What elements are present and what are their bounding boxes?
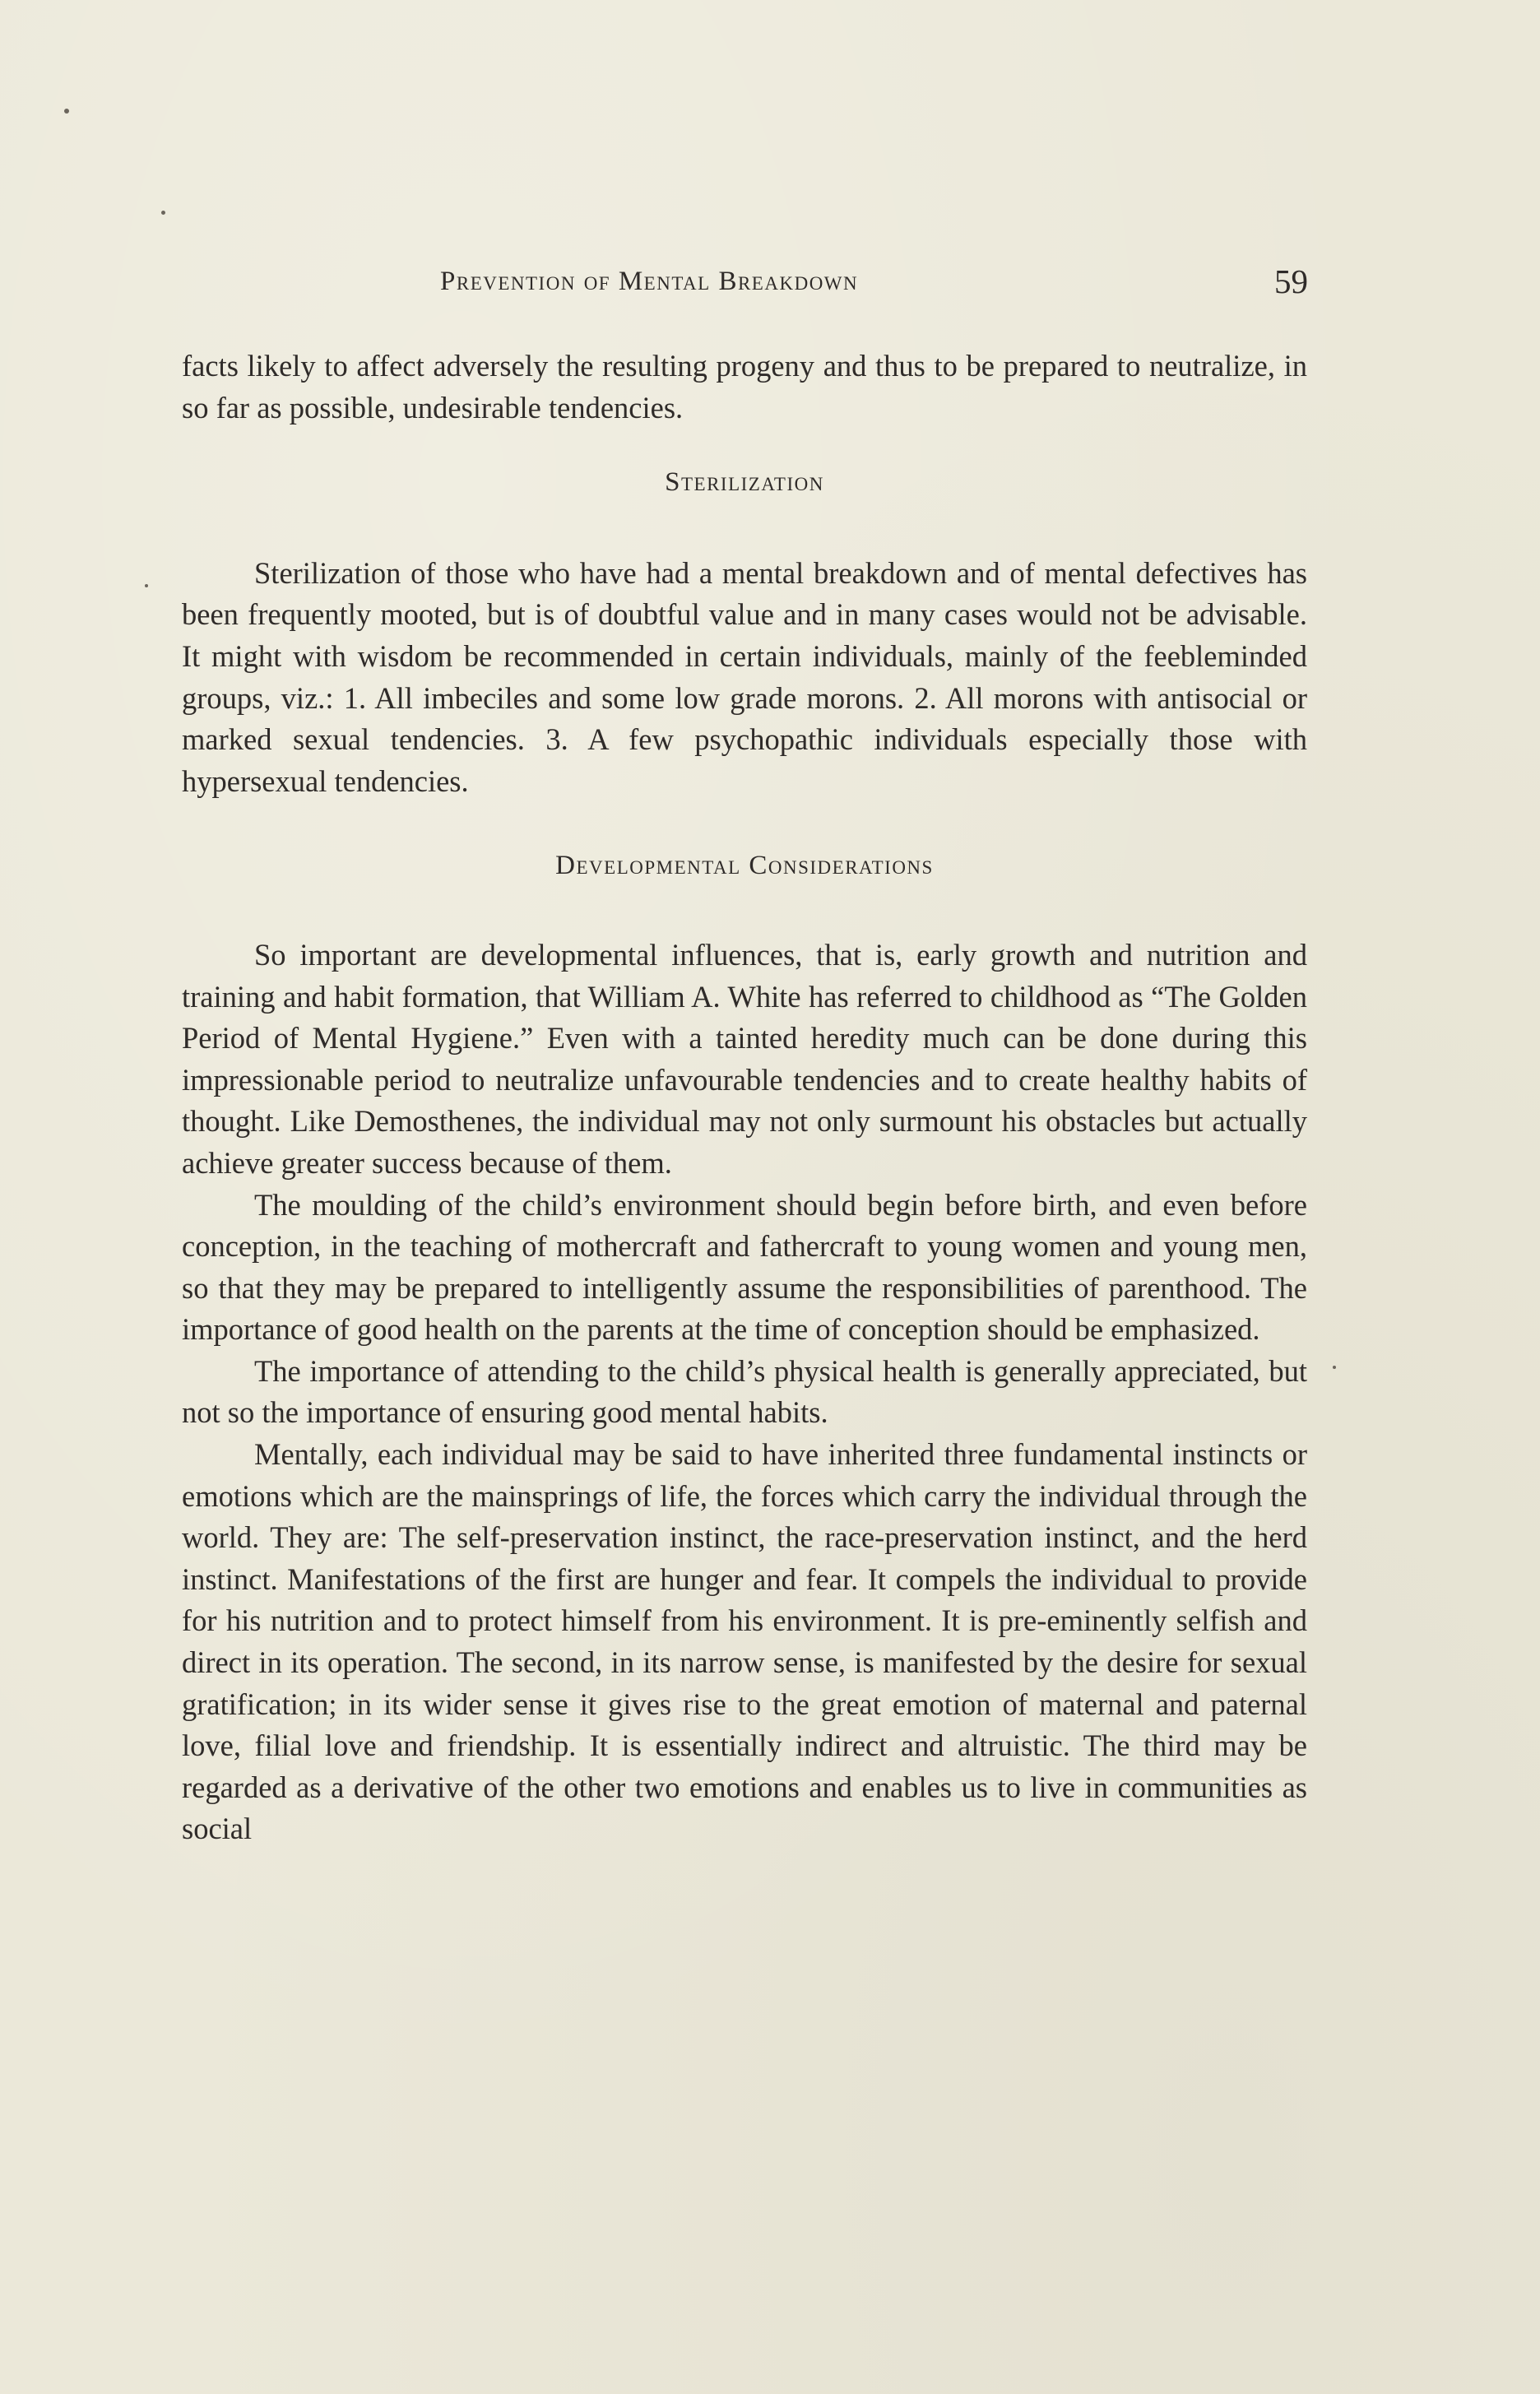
section-heading-developmental: Developmental Considerations <box>555 851 934 881</box>
running-title: Prevention of Mental Breakdown <box>440 267 859 296</box>
section-heading-sterilization: Sterilization <box>665 467 824 498</box>
paper-speck <box>161 211 165 215</box>
paragraph-developmental-2: The moulding of the child’s environment should begin before birth, and even before conception, in the teaching of mothercraft and fathercraft to young women and young men, so that they may be prepared to intelligently assume the responsibilities of parenthood. The importance of good health on the parents at the time of conception should be emphasized. <box>182 1187 1307 1347</box>
body-text <box>182 346 1307 1850</box>
paragraph-developmental-4: Mentally, each individual may be said to have inherited three fundamental instincts or emotions which are the mainsprings of life, the forces which carry the individual through the world. They are: The self-preservation instinct, the race-preservation instinct, and the herd instinct. Manifestations of the first are hunger and fear. It compels the individual to provide for his nutrition and to protect himself from his environment. It is pre-eminently selfish and direct in its operation. The second, in its narrow sense, is manifested by the desire for sexual gratification; in its wider sense it gives rise to the great emotion of maternal and paternal love, filial love and friendship. It is essentially indirect and altruistic. The third may be regarded as a derivative of the other two emotions and enables us to live in communities as social <box>182 1437 1307 1846</box>
paper-speck <box>1333 1366 1336 1369</box>
paragraph-developmental-3: The importance of attending to the child’s physical health is generally appreciated, but not so the importance of ensuring good mental habits. <box>182 1353 1307 1430</box>
paragraph-sterilization: Sterilization of those who have had a mental breakdown and of mental defectives has been frequently mooted, but is of doubtful value and in many cases would not be advisable. It might with wisdom be recommended in certain individuals, mainly of the feebleminded groups, viz.: 1. All imbeciles and some low grade morons. 2. All morons with antisocial or marked sexual tendencies. 3. A few psychopathic individuals especially those with hypersexual tendencies. <box>182 555 1307 798</box>
paragraph-intro: facts likely to affect adversely the resulting progeny and thus to be prepared to neutralize, in so far as possible, undesirable tendencies. <box>182 349 1307 425</box>
paper-speck <box>64 109 69 114</box>
paper-speck <box>145 584 148 587</box>
page-number: 59 <box>1274 262 1308 300</box>
running-head <box>181 262 1308 308</box>
paragraph-developmental-1: So important are developmental influences, that is, early growth and nutrition and training and habit formation, that William A. White has referred to childhood as “The Golden Period of Mental Hygiene.” Even with a tainted heredity much can be done during this impressionable period to neutralize unfavourable tendencies and to create healthy habits of thought. Like Demosthenes, the individual may not only surmount his obstacles but actually achieve greater success because of them. <box>182 937 1307 1180</box>
